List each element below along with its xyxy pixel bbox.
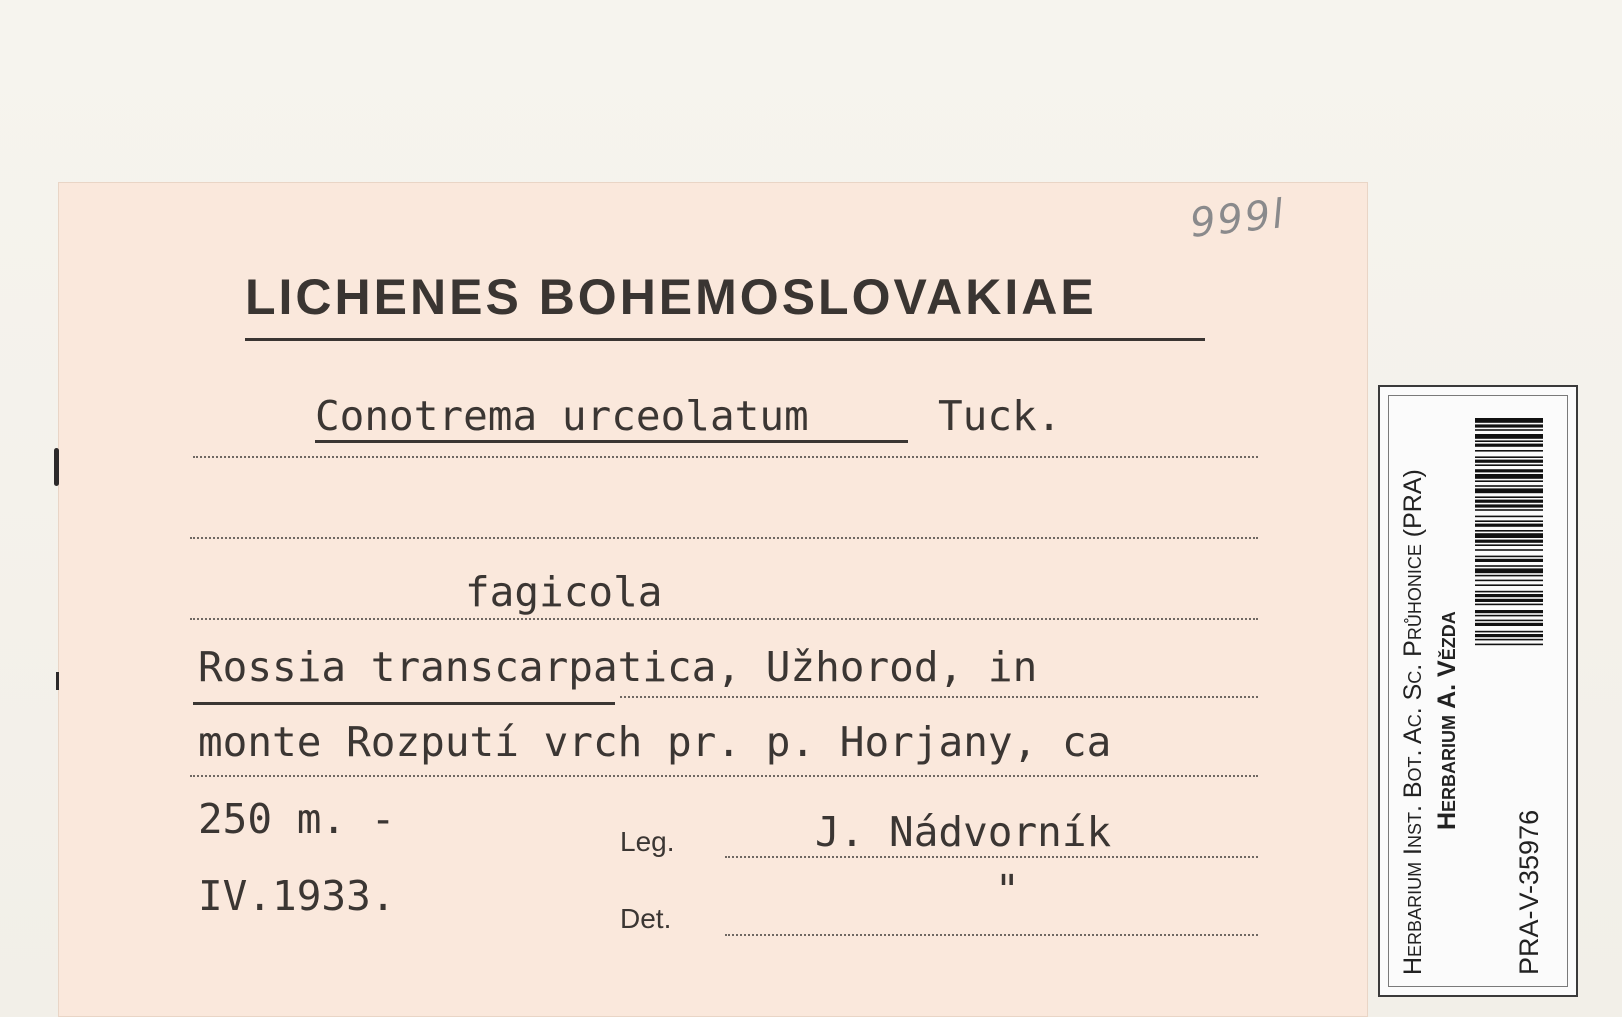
- barcode-bar: [1475, 509, 1543, 511]
- handwritten-number: 999l: [1187, 191, 1288, 247]
- barcode-bar: [1475, 565, 1543, 567]
- barcode-bar: [1475, 460, 1543, 463]
- barcode-bar: [1475, 450, 1543, 452]
- det-label: Det.: [620, 903, 672, 934]
- barcode-bar: [1475, 580, 1543, 582]
- collection-date: IV.1933.: [198, 872, 396, 920]
- barcode-bar: [1475, 556, 1543, 558]
- barcode-bar: [1475, 464, 1543, 466]
- barcode-bar: [1475, 434, 1543, 439]
- barcode-bar: [1475, 604, 1543, 606]
- barcode-bar: [1475, 568, 1543, 573]
- barcode-bar: [1475, 615, 1543, 617]
- barcode-bar: [1475, 520, 1543, 522]
- institution-text: Herbarium Inst. Bot. Ac. Sc. Průhonice (PRA): [1399, 469, 1427, 975]
- barcode-bar: [1475, 610, 1543, 613]
- barcode-bar: [1475, 424, 1543, 427]
- barcode-bar: [1475, 644, 1543, 646]
- determiner-ditto: ": [995, 866, 1020, 914]
- dotted-line-2: [190, 537, 1258, 539]
- barcode-bar: [1475, 480, 1543, 482]
- locality-line-2: monte Rozputí vrch pr. p. Horjany, ca: [198, 718, 1112, 766]
- barcode-bar: [1475, 530, 1543, 532]
- binding-mark-bottom: [56, 672, 59, 690]
- dotted-line-4: [620, 696, 1258, 698]
- binding-mark-top: [54, 448, 59, 486]
- barcode-bar: [1475, 631, 1543, 633]
- locality-line-3: 250 m. -: [198, 795, 396, 843]
- accession-number: PRA-V-35976: [1514, 809, 1544, 975]
- barcode-bar: [1475, 544, 1543, 546]
- barcode-bar: [1475, 620, 1543, 622]
- barcode-bar: [1475, 634, 1543, 637]
- barcode-bar: [1475, 488, 1543, 493]
- barcode-bar: [1475, 469, 1543, 472]
- substrate: fagicola: [465, 568, 663, 616]
- barcode-bar: [1475, 524, 1543, 527]
- barcode-bar: [1475, 549, 1543, 551]
- barcode-bar: [1475, 429, 1543, 431]
- leg-dotted-line: [725, 856, 1258, 858]
- barcode-bar: [1475, 599, 1543, 602]
- locality-underline: [193, 702, 615, 705]
- barcode-bar: [1475, 440, 1543, 442]
- barcode-bar: [1475, 540, 1543, 543]
- barcode-bar: [1475, 500, 1543, 503]
- species-name: Conotrema urceolatum: [315, 392, 809, 440]
- det-dotted-line: [725, 934, 1258, 936]
- barcode-icon: [1475, 418, 1543, 770]
- barcode-bar: [1475, 559, 1543, 562]
- barcode-bar: [1475, 496, 1543, 498]
- barcode-bar: [1475, 474, 1543, 479]
- barcode-bar: [1475, 594, 1543, 597]
- barcode-bar: [1475, 623, 1543, 626]
- barcode-bar: [1475, 516, 1543, 518]
- title-underline: [245, 338, 1205, 341]
- barcode-bar: [1475, 639, 1543, 641]
- label-title: LICHENES BOHEMOSLOVAKIAE: [245, 269, 1097, 325]
- collector-name: J. Nádvorník: [815, 808, 1112, 856]
- barcode-bar: [1475, 575, 1543, 577]
- species-author: Tuck.: [938, 392, 1062, 440]
- barcode-bar: [1475, 533, 1543, 538]
- barcode-bar: [1475, 591, 1543, 593]
- dotted-line-5: [190, 775, 1258, 777]
- locality-line-1: Rossia transcarpatica, Užhorod, in: [198, 643, 1038, 691]
- leg-label: Leg.: [620, 826, 675, 857]
- dotted-line-3: [190, 618, 1258, 620]
- barcode-bar: [1475, 504, 1543, 507]
- dotted-line-1: [193, 456, 1258, 458]
- collection-text: Herbarium A. Vězda: [1433, 611, 1461, 830]
- species-underline: [315, 440, 908, 443]
- barcode-bar: [1475, 485, 1543, 487]
- barcode-bar: [1475, 584, 1543, 586]
- barcode-bar: [1475, 444, 1543, 447]
- barcode-bar: [1475, 418, 1543, 423]
- barcode-bar: [1475, 456, 1543, 458]
